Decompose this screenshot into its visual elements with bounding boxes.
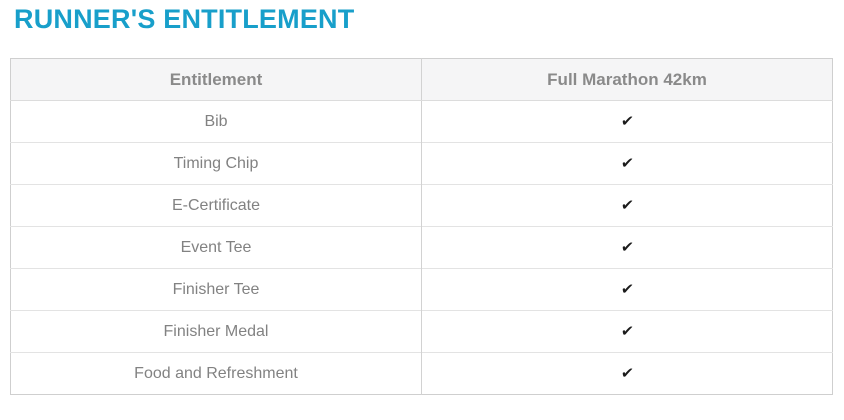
check-cell [422,353,833,395]
table-row [11,143,833,185]
column-header-full-marathon: Full Marathon 42km [422,59,833,101]
check-icon: ✔ [619,238,635,257]
check-icon: ✔ [619,322,635,341]
check-icon: ✔ [619,196,635,215]
check-cell [422,227,833,269]
entitlement-cell: Food and Refreshment [11,353,422,395]
check-cell [422,101,833,143]
table-row [11,185,833,227]
entitlement-cell: Event Tee [11,227,422,269]
check-icon: ✔ [619,364,635,383]
check-icon: ✔ [619,112,635,131]
page-title: RUNNER'S ENTITLEMENT [14,4,355,34]
entitlement-cell: E-Certificate [11,185,422,227]
check-icon: ✔ [619,154,635,173]
entitlement-cell: Finisher Medal [11,311,422,353]
entitlement-cell: Finisher Tee [11,269,422,311]
table-row [11,101,833,143]
header-row [11,59,833,101]
table-body [11,101,833,395]
check-cell [422,269,833,311]
check-icon: ✔ [619,280,635,299]
table-row [11,353,833,395]
entitlement-table [10,58,833,395]
entitlement-cell: Timing Chip [11,143,422,185]
table-header [11,59,833,101]
table-row [11,227,833,269]
entitlement-cell: Bib [11,101,422,143]
table-row [11,311,833,353]
table-row [11,269,833,311]
check-cell [422,185,833,227]
check-cell [422,143,833,185]
check-cell [422,311,833,353]
column-header-entitlement: Entitlement [11,59,422,101]
